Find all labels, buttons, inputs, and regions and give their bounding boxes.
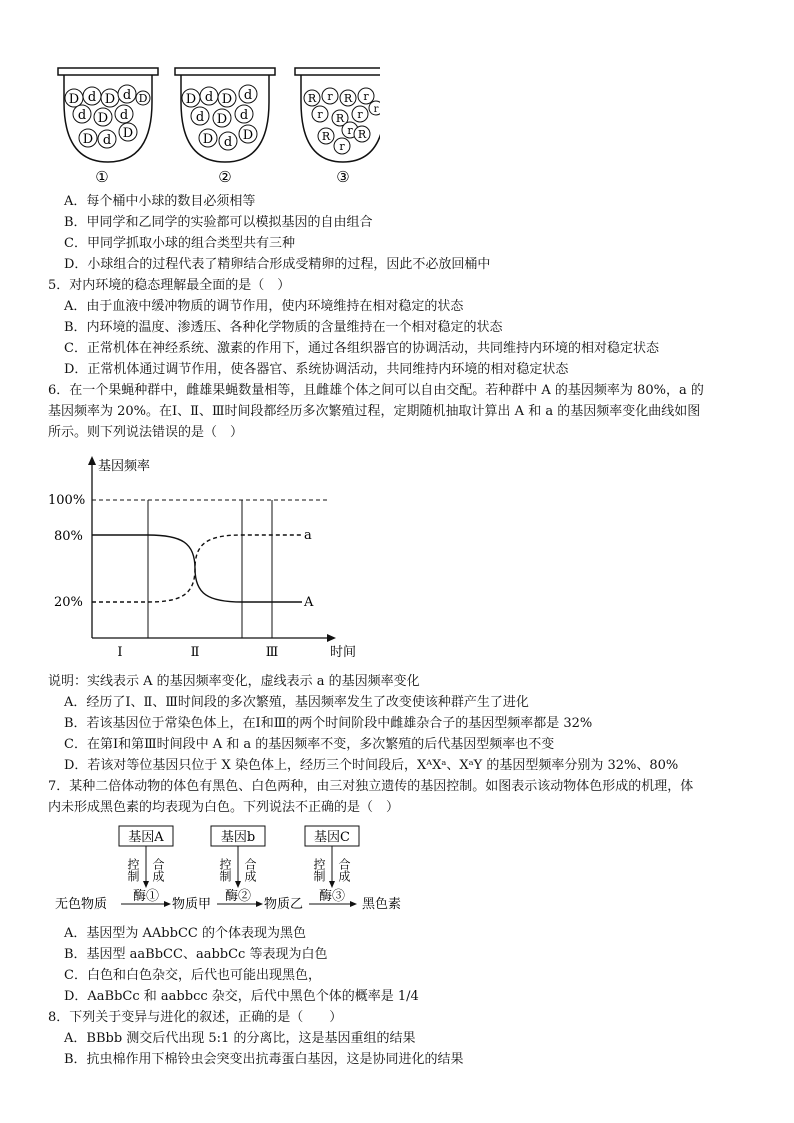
bucket-3-balls: [304, 88, 380, 154]
bucket-2: [175, 68, 275, 186]
series-a-label: a: [304, 528, 312, 543]
enzyme-2-label: 酶②: [224, 889, 252, 904]
ball-label: R: [335, 112, 345, 125]
q6-option-d: D．若该对等位基因只位于 X 染色体上，经历三个时间段后，XᴬXᵃ、XᵃY 的基因型频率分别为 32%、80%: [64, 758, 679, 773]
q4-option-d: D．小球组合的过程代表了精卵结合形成受精卵的过程，因此不必放回桶中: [64, 257, 491, 272]
bucket-3: [295, 68, 380, 186]
gene-a-label: 基因A: [128, 830, 164, 845]
ball-label: r: [339, 140, 345, 153]
substance-colorless: 无色物质: [55, 897, 108, 912]
ball-label: D: [185, 92, 197, 107]
q5-option-b: B．内环境的温度、渗透压、各种化学物质的含量维持在一个相对稳定的状态: [64, 320, 503, 335]
ball-label: D: [122, 126, 134, 141]
gene-frequency-chart: [40, 450, 380, 665]
ball-label: D: [104, 92, 116, 107]
x-axis-label: 时间: [330, 645, 357, 660]
q4-option-a: A．每个桶中小球的数目必须相等: [64, 194, 256, 209]
enzyme-1-label: 酶①: [132, 889, 160, 904]
y-tick-100: 100%: [48, 493, 86, 508]
buckets-figure: [50, 62, 380, 187]
ball-label: d: [102, 133, 112, 148]
ball-label: d: [243, 88, 253, 103]
ball-label: d: [239, 108, 249, 123]
period-label-1: Ⅰ: [117, 645, 123, 660]
ball-label: d: [223, 135, 233, 150]
ball-label: D: [216, 112, 228, 127]
ball-label: r: [317, 108, 323, 121]
ball-label: D: [138, 92, 148, 105]
gene-b-label: 基因b: [220, 830, 256, 845]
q5-option-a: A．由于血液中缓冲物质的调节作用，使内环境维持在相对稳定的状态: [64, 299, 464, 314]
ball-label: d: [119, 108, 129, 123]
q8-stem: 8．下列关于变异与进化的叙述，正确的是（ ）: [48, 1010, 343, 1025]
q8-option-a: A．BBbb 测交后代出现 5:1 的分离比，这是基因重组的结果: [64, 1031, 416, 1046]
substance-yi: 物质乙: [264, 897, 304, 912]
substance-melanin: 黑色素: [362, 897, 402, 912]
q6-option-b: B．若该基因位于常染色体上，在Ⅰ和Ⅲ的两个时间阶段中雌雄杂合子的基因型频率都是 32%: [64, 716, 593, 731]
y-tick-20: 20%: [54, 595, 83, 610]
ball-label: d: [204, 90, 214, 105]
ball-label: d: [122, 88, 132, 103]
substance-jia: 物质甲: [172, 897, 212, 912]
ball-label: R: [357, 128, 367, 141]
bucket-2-label: ②: [218, 168, 232, 186]
period-label-3: Ⅲ: [265, 645, 279, 660]
q8-option-b: B．抗虫棉作用下棉铃虫会突变出抗毒蛋白基因，这是协同进化的结果: [64, 1052, 464, 1067]
ball-label: D: [242, 128, 254, 143]
q4-option-c: C．甲同学抓取小球的组合类型共有三种: [64, 236, 295, 251]
synth-label: 合成: [337, 858, 351, 882]
ball-label: d: [77, 108, 87, 123]
bucket-2-balls: [182, 85, 257, 150]
ball-label: d: [195, 110, 205, 125]
y-tick-80: 80%: [54, 529, 83, 544]
series-a-line: [92, 535, 302, 602]
period-label-2: Ⅱ: [190, 645, 200, 660]
q5-stem: 5．对内环境的稳态理解最全面的是（ ）: [48, 278, 291, 293]
q7-option-b: B．基因型 aaBbCC、aabbCc 等表现为白色: [64, 947, 328, 962]
gene-c-label: 基因C: [314, 830, 350, 845]
ball-label: D: [202, 132, 214, 147]
q6-note: 说明：实线表示 A 的基因频率变化，虚线表示 a 的基因频率变化: [48, 674, 420, 689]
ball-label: r: [327, 90, 333, 103]
q4-option-b: B．甲同学和乙同学的实验都可以模拟基因的自由组合: [64, 215, 373, 230]
bucket-1-label: ①: [95, 168, 109, 186]
bucket-1: [58, 68, 158, 186]
ball-label: D: [221, 92, 233, 107]
control-label: 控制: [218, 858, 232, 882]
q7-option-a: A．基因型为 AAbbCC 的个体表现为黑色: [64, 926, 306, 941]
q7-stem-line-1: 7．某种二倍体动物的体色有黑色、白色两种，由三对独立遗传的基因控制。如图表示该动物体色形成的机理，体: [48, 779, 694, 794]
q6-stem-line-1: 6．在一个果蝇种群中，雌雄果蝇数量相等，且雌雄个体之间可以自由交配。若种群中 A 的基因频率为 80%，a 的: [48, 383, 704, 398]
series-A-label: A: [304, 595, 314, 610]
synth-label: 合成: [151, 858, 165, 882]
bucket-1-balls: [65, 85, 150, 148]
q6-stem-line-2: 基因频率为 20%。在Ⅰ、Ⅱ、Ⅲ时间段都经历多次繁殖过程，定期随机抽取计算出 A 和 a 的基因频率变化曲线如图: [48, 404, 701, 419]
q7-option-d: D．AaBbCc 和 aabbcc 杂交，后代中黑色个体的概率是 1/4: [64, 989, 419, 1004]
control-label: 控制: [312, 858, 326, 882]
enzyme-3-label: 酶③: [318, 889, 346, 904]
q5-option-d: D．正常机体通过调节作用，使各器官、系统协调活动，共同维持内环境的相对稳定状态: [64, 362, 569, 377]
ball-label: r: [373, 104, 379, 115]
q6-stem-line-3: 所示。则下列说法错误的是（ ）: [48, 425, 244, 440]
bucket-3-label: ③: [336, 168, 350, 186]
ball-label: D: [97, 111, 109, 126]
q6-option-a: A．经历了Ⅰ、Ⅱ、Ⅲ时间段的多次繁殖，基因频率发生了改变使该种群产生了进化: [64, 695, 529, 710]
ball-label: r: [357, 108, 363, 121]
ball-label: r: [363, 90, 369, 103]
series-A-line: [92, 535, 302, 602]
ball-label: D: [82, 132, 94, 147]
ball-label: R: [343, 92, 353, 105]
x-axis-arrow: [327, 634, 336, 642]
ball-label: d: [87, 90, 97, 105]
control-label: 控制: [126, 858, 140, 882]
y-axis-arrow: [88, 456, 96, 465]
y-axis-label: 基因频率: [98, 459, 151, 474]
q7-option-c: C．白色和白色杂交，后代也可能出现黑色，: [64, 968, 321, 983]
ball-label: r: [347, 124, 353, 137]
q6-option-c: C．在第Ⅰ和第Ⅲ时间段中 A 和 a 的基因频率不变，多次繁殖的后代基因型频率也不变: [64, 737, 555, 752]
ball-label: R: [321, 130, 331, 143]
synth-label: 合成: [243, 858, 257, 882]
q5-option-c: C．正常机体在神经系统、激素的作用下，通过各组织器官的协调活动，共同维持内环境的相对稳定状态: [64, 341, 659, 356]
ball-label: D: [68, 92, 80, 107]
ball-label: R: [307, 92, 317, 105]
q7-stem-line-2: 内未形成黑色素的均表现为白色。下列说法不正确的是（ ）: [48, 800, 400, 815]
pigment-pathway-diagram: [55, 822, 425, 922]
